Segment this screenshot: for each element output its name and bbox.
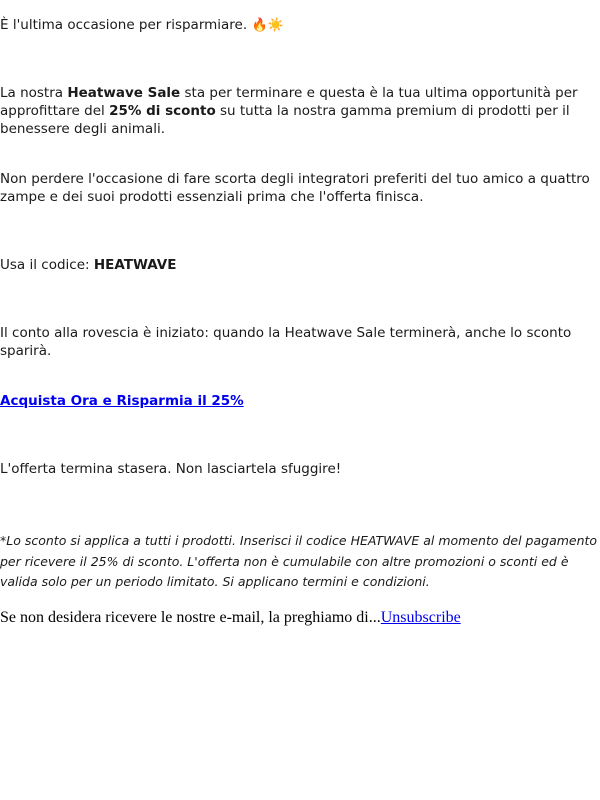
cta-line [0,392,598,410]
discount-text: 25% di sconto [109,103,216,119]
sale-text-post: su tutta la nostra gamma premium di prodotti per il benessere degli animali. [0,103,570,137]
sale-paragraph [0,84,598,138]
code-line [0,256,598,274]
code-label: Usa il codice: [0,257,94,273]
countdown-paragraph: Il conto alla rovescia è iniziato: quando la Heatwave Sale terminerà, anche lo sconto sparirà. [0,325,572,359]
unsubscribe-link[interactable]: Unsubscribe [380,609,461,626]
intro-line [0,16,598,35]
intro-text: È l'ultima occasione per risparmiare. [0,17,248,33]
promo-code: HEATWAVE [93,257,177,273]
footer-line [0,608,598,628]
footer-text: Se non desidera ricevere le nostre e-mail, la preghiamo di... [0,609,381,626]
fire-sun-emoji-icon: 🔥☀️ [251,18,284,33]
sale-name: Heatwave Sale [67,85,181,101]
sale-text-mid: sta per terminare e questa è la tua ultima opportunità per approfittare del [0,85,578,119]
shop-now-link[interactable]: Acquista Ora e Risparmia il 25% [0,393,244,409]
stock-up-paragraph: Non perdere l'occasione di fare scorta degli integratori preferiti del tuo amico a quattro zampe e dei suoi prodotti essenziali prima che l'offerta finisca. [0,171,590,205]
disclaimer-paragraph: *Lo sconto si applica a tutti i prodotti. Inserisci il codice HEATWAVE al momento del pagamento per ricevere il 25% di sconto. L'offerta non è cumulabile con altre promozioni o sconti ed è valida solo per un periodo limitato. Si applicano termini e condizioni. [0,533,598,589]
sale-text-pre: La nostra [0,85,68,101]
ending-paragraph: L'offerta termina stasera. Non lasciartela sfuggire! [0,461,342,477]
